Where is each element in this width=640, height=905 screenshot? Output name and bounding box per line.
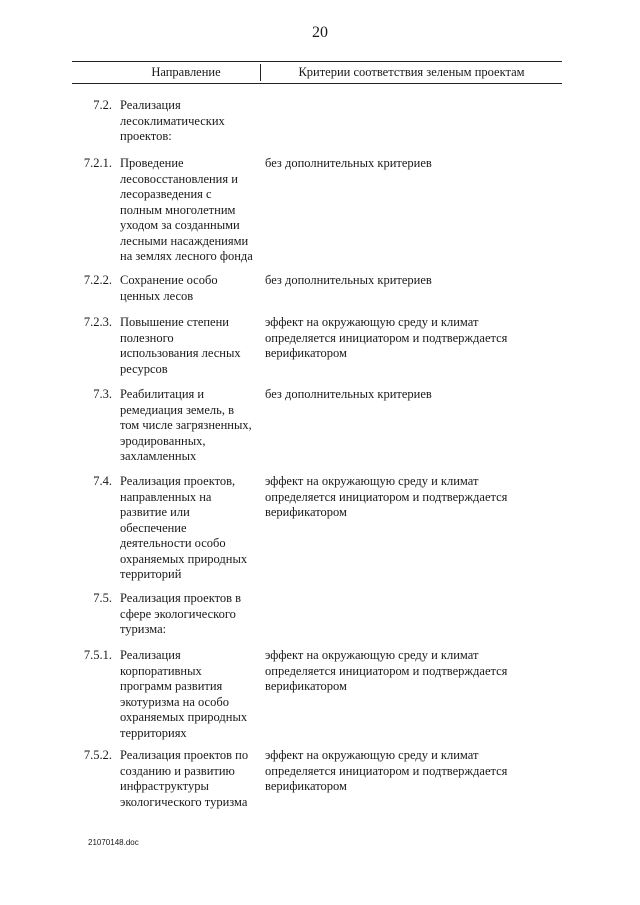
direction-line: полным многолетним — [120, 202, 236, 217]
direction-line: экотуризма на особо — [120, 694, 229, 709]
row-direction — [120, 591, 260, 638]
direction-line: Реализация проектов в — [120, 591, 242, 605]
direction-line: Реализация проектов, — [120, 474, 236, 488]
direction-line: Повышение степени — [120, 315, 229, 329]
direction-line: на землях лесного фонда — [120, 249, 253, 263]
row-direction — [120, 648, 260, 741]
direction-line: эродированных, — [120, 433, 206, 448]
direction-line: Реализация проектов по — [120, 748, 249, 762]
direction-line: направленных на — [120, 489, 212, 504]
criteria-line: определяется инициатором и подтверждается — [265, 763, 508, 778]
direction-line: лесовосстановления и — [120, 171, 238, 186]
criteria-line: эффект на окружающую среду и климат — [265, 315, 479, 329]
row-criteria — [265, 474, 535, 521]
direction-line: инфраструктуры — [120, 779, 209, 793]
criteria-line: определяется инициатором и подтверждается — [265, 330, 508, 345]
direction-line: развитие или — [120, 505, 190, 519]
row-direction — [120, 474, 260, 583]
direction-line: полезного — [120, 330, 174, 345]
direction-line: территориях — [120, 725, 187, 740]
row-direction — [120, 98, 260, 145]
criteria-line: без дополнительных критериев — [265, 387, 432, 401]
direction-line: Реабилитация и — [120, 387, 205, 401]
row-criteria — [265, 156, 535, 172]
direction-line: программ развития — [120, 679, 223, 693]
criteria-line: эффект на окружающую среду и климат — [265, 748, 479, 762]
header-criteria: Критерии соответствия зеленым проектам — [298, 65, 525, 79]
direction-line: Реализация — [120, 648, 181, 662]
table-header — [72, 61, 562, 84]
row-number: 7.5.1. — [83, 648, 112, 662]
row-criteria — [265, 387, 535, 403]
header-direction: Направление — [151, 65, 221, 79]
direction-line: ценных лесов — [120, 288, 194, 303]
criteria-line: эффект на окружающую среду и климат — [265, 648, 479, 662]
direction-line: Сохранение особо — [120, 273, 218, 287]
direction-line: созданию и развитию — [120, 763, 235, 778]
direction-line: корпоративных — [120, 663, 202, 678]
criteria-line: верификатором — [265, 505, 347, 519]
row-number: 7.2.2. — [83, 273, 112, 287]
direction-line: использования лесных — [120, 346, 241, 360]
row-number: 7.5.2. — [83, 748, 112, 762]
row-direction — [120, 273, 260, 304]
page-number: 20 — [312, 24, 328, 41]
criteria-line: без дополнительных критериев — [265, 273, 432, 287]
row-direction — [120, 387, 260, 465]
row-number: 7.2.3. — [83, 315, 112, 329]
direction-line: охраняемых природных — [120, 710, 248, 724]
criteria-line: эффект на окружающую среду и климат — [265, 474, 479, 488]
direction-line: Реализация — [120, 98, 181, 112]
row-number: 7.5. — [93, 591, 112, 605]
direction-line: лесоклиматических — [120, 113, 225, 128]
criteria-line: верификатором — [265, 346, 347, 360]
direction-line: туризма: — [120, 622, 167, 636]
row-number: 7.3. — [93, 387, 112, 401]
direction-line: Проведение — [120, 156, 184, 170]
criteria-line: определяется инициатором и подтверждается — [265, 489, 508, 504]
direction-line: ресурсов — [120, 361, 168, 376]
direction-line: деятельности особо — [120, 536, 226, 550]
row-direction — [120, 156, 260, 265]
direction-line: том числе загрязненных, — [120, 418, 252, 432]
row-number: 7.4. — [93, 474, 112, 488]
row-criteria — [265, 273, 535, 289]
row-direction — [120, 315, 260, 377]
criteria-line: без дополнительных критериев — [265, 156, 432, 170]
direction-line: проектов: — [120, 129, 172, 143]
direction-line: охраняемых природных — [120, 551, 248, 566]
direction-line: лесоразведения с — [120, 187, 212, 201]
direction-line: ремедиация земель, в — [120, 402, 234, 417]
criteria-line: определяется инициатором и подтверждается — [265, 663, 508, 678]
direction-line: захламленных — [120, 449, 197, 463]
direction-line: сфере экологического — [120, 606, 236, 621]
criteria-line: верификатором — [265, 779, 347, 793]
document-filename: 21070148.doc — [88, 838, 139, 847]
direction-line: территорий — [120, 567, 182, 581]
row-number: 7.2.1. — [83, 156, 112, 170]
row-criteria — [265, 648, 535, 695]
row-number: 7.2. — [93, 98, 112, 112]
direction-line: обеспечение — [120, 520, 187, 535]
row-criteria — [265, 748, 535, 795]
direction-line: уходом за созданными — [120, 218, 240, 232]
row-direction — [120, 748, 260, 810]
direction-line: лесными насаждениями — [120, 233, 249, 248]
criteria-line: верификатором — [265, 679, 347, 693]
row-criteria — [265, 315, 535, 362]
direction-line: экологического туризма — [120, 794, 248, 809]
